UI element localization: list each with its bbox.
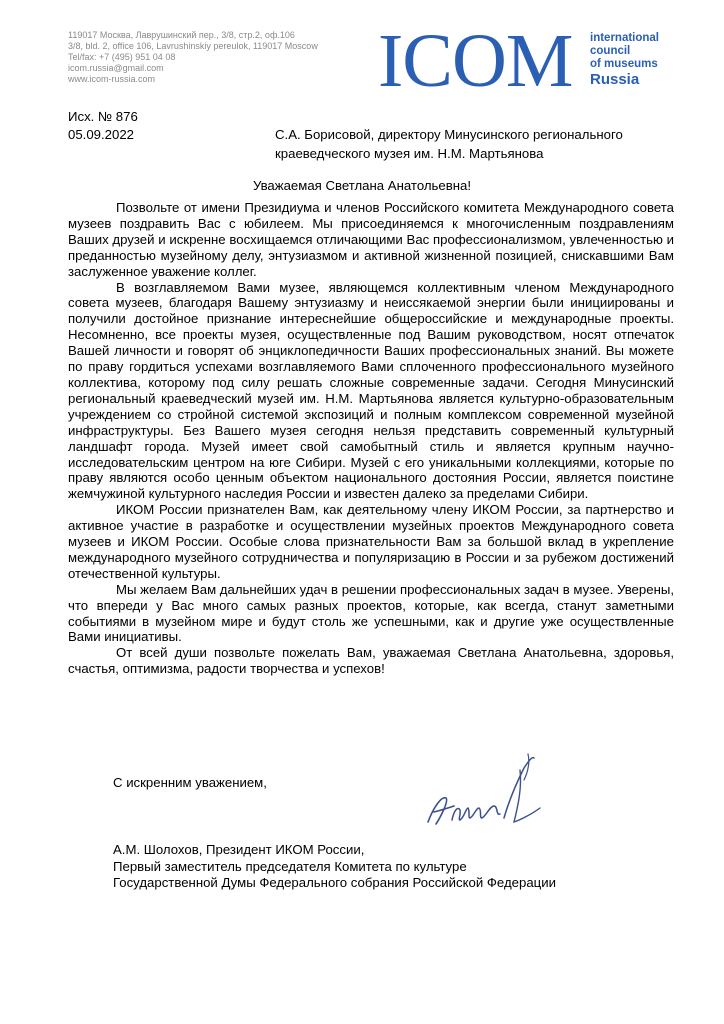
signer-line: Первый заместитель председателя Комитета по культуре: [113, 858, 467, 874]
website: www.icom-russia.com: [68, 73, 156, 84]
reference-number: Исх. № 876: [68, 109, 138, 124]
signer-block: [113, 842, 556, 892]
logo-caption-line: council: [590, 45, 631, 57]
logo-country: Russia: [590, 71, 640, 88]
paragraph: ИКОМ России признателен Вам, как деятельному члену ИКОМ России, за партнерство и активное участие в разработке и осуществлении музейных проектов Международного совета музеев и ИКОМ России. Особые слова признательности Вам за большой вклад в укрепление международного музейного сотрудничества и популяризацию в России и за рубежом достижений отечественной культуры.: [68, 502, 674, 581]
signer-line: А.М. Шолохов, Президент ИКОМ России,: [113, 842, 365, 857]
logo-caption-line: international: [590, 32, 660, 44]
logo-caption: [590, 32, 659, 89]
paragraph: В возглавляемом Вами музее, являющемся коллективным членом Международного совета музеев, благодаря Вашему энтузиазму и неиссякаемой энергии были инициированы и получили достойное признание интереснейшие общероссийские и международные проекты. Несомненно, все проекты музея, осуществленные под Вашим руководством, носят отпечаток Вашей личности и говорят об энциклопедичности Ваших профессиональных знаний. Вы можете по праву гордиться успехами возглавляемого Вами сплоченного профессионального музейного коллектива, которому под силу решать сложные современные задачи. Сегодня Минусинский региональный краеведческий музей им. Н.М. Мартьянова является культурно-образовательным учреждением со стройной системой экспозиций и полным комплексом современной музейной инфраструктуры. Без Вашего музея сегодня нельзя представить современный культурный ландшафт города. Музей имеет свой самобытный стиль и является крупным научно-исследовательским центром на юге Сибири. Музей с его уникальными коллекциями, которые по праву являются особо ценным объектом национального достояния России, является поистине жемчужиной культурного наследия России и известен далеко за пределами Сибири.: [68, 279, 674, 502]
icom-russia-logo: [378, 19, 678, 103]
email: icom.russia@gmail.com: [68, 62, 164, 73]
letter-date: 05.09.2022: [68, 127, 135, 142]
phone-fax: Tel/fax: +7 (495) 951 04 08: [68, 51, 176, 62]
logo-caption-line: of museums: [590, 58, 658, 70]
signer-line: Государственной Думы Федерального собрания Российской Федерации: [113, 875, 556, 890]
paragraph: Позвольте от имени Президиума и членов Российского комитета Международного совета музеев поздравить Вас с юбилеем. Мы присоединяемся к многочисленным поздравлениям Ваших друзей и искренне восхищаемся отличающими Вас профессионализмом, увлеченностью и преданностью музейному делу, энтузиазмом и активной жизненной позицией, снискавшими Вам заслуженное уважение коллег.: [68, 200, 674, 279]
handwritten-signature: [424, 748, 554, 838]
letterhead-address: [68, 30, 318, 85]
recipient: С.А. Борисовой, директору Минусинского регионального краеведческого музея им. Н.М. Мартьянова: [275, 127, 623, 161]
closing-phrase: С искренним уважением,: [113, 775, 267, 790]
address-line-en: 3/8, bld. 2, office 106, Lavrushinskiy pereulok, 119017 Moscow: [68, 40, 318, 51]
letter-body: [68, 200, 674, 677]
paragraph: Мы желаем Вам дальнейших удач в решении профессиональных задач в музее. Уверены, что впереди у Вас много самых разных проектов, которые, как всегда, станут заметными событиями в музейном мире и будут столь же успешными, как и другие уже осуществленные Вами инициативы.: [68, 581, 674, 645]
salutation: Уважаемая Светлана Анатольевна!: [252, 178, 472, 193]
paragraph: От всей души позвольте пожелать Вам, уважаемая Светлана Анатольевна, здоровья, счастья, оптимизма, радости творчества и успехов!: [68, 645, 674, 677]
outgoing-reference: [68, 108, 138, 144]
address-line-ru: 119017 Москва, Лаврушинский пер., 3/8, стр.2, оф.106: [68, 30, 295, 40]
logo-wordmark: ICOM: [378, 19, 573, 103]
